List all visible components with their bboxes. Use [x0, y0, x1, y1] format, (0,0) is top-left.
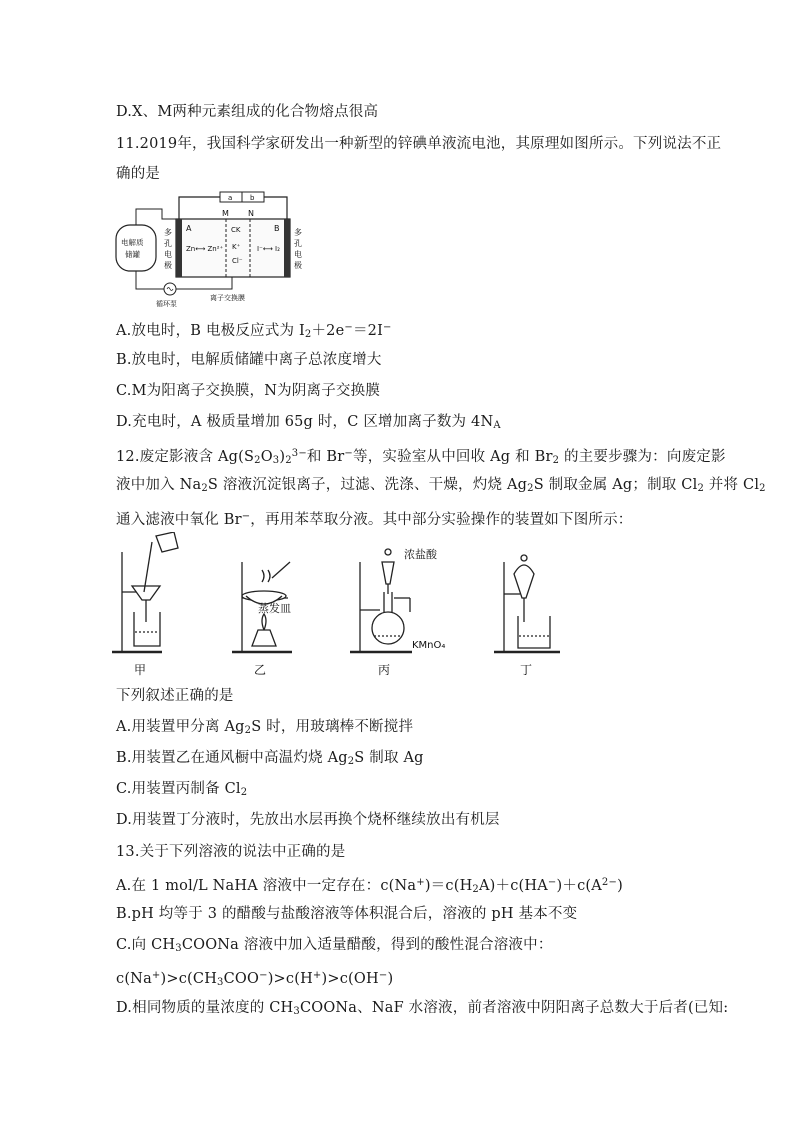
q13-option-a: A.在 1 mol/L NaHA 溶液中一定存在：$c(Na^+)=c(H_2A)+c(HA^-)+c(A^{2-})$: [116, 877, 623, 895]
electrode-a-label: A: [186, 224, 192, 233]
right-electrode-char4: 极: [294, 261, 302, 270]
label-ding: 丁: [520, 663, 533, 677]
right-electrode-char1: 多: [294, 228, 302, 237]
external-b-label: b: [250, 194, 255, 202]
electrode-b-label: B: [274, 224, 280, 233]
electrolyte-tank: [116, 225, 156, 271]
tank-label-1: 电解质: [121, 238, 144, 247]
right-electrode-char3: 电: [294, 250, 302, 259]
q12-option-d: D.用装置丁分液时，先放出水层再换个烧杯继续放出有机层: [116, 812, 500, 828]
membrane-m-label: M: [222, 209, 229, 218]
q12-option-b: B.用装置乙在通风橱中高温灼烧 $Ag_2S$ 制取 Ag: [116, 750, 424, 767]
label-evaporating-dish: 蒸发皿: [258, 602, 291, 615]
external-a-label: a: [228, 194, 233, 202]
question-12-stem-line1: 12.废定影液含 $Ag(S_2O_3)_2^{3-}$和 Br−等，实验室从中回收 Ag 和 $Br_2$ 的主要步骤为：向废定影: [116, 448, 726, 466]
question-12-stem-line3: 通入滤液中氧化 Br−，再用苯萃取分液。其中部分实验操作的装置如下图所示：: [116, 511, 633, 528]
apparatus-figure: [112, 532, 562, 680]
question-11-stem-line2: 确的是: [116, 166, 161, 182]
apparatus-jia: [112, 532, 178, 652]
option-d-prev: D.X、M两种元素组成的化合物熔点很高: [116, 104, 379, 120]
q13-option-d: D.相同物质的量浓度的 $CH_3COONa$、NaF 水溶液，前者溶液中阴阳离子总数大于后者(已知:: [116, 1000, 729, 1017]
ck-label: CK: [231, 226, 241, 234]
tank-label-2: 储罐: [125, 250, 140, 259]
left-electrode-char1: 多: [164, 228, 172, 237]
label-bing: 丙: [378, 663, 391, 677]
kplus-label: K⁺: [232, 243, 241, 251]
q11-option-c: C.M为阳离子交换膜，N为阴离子交换膜: [116, 383, 381, 399]
electrode-a: [176, 219, 182, 277]
q11-option-a: A.放电时，B 电极反应式为 $I_2+2e^-=2I^-$: [116, 322, 392, 340]
label-kmno4: KMnO₄: [412, 640, 446, 651]
membrane-label: 离子交换膜: [210, 294, 245, 302]
apparatus-bing: [350, 549, 412, 652]
label-yi: 乙: [254, 663, 267, 677]
membrane-n-label: N: [248, 209, 254, 218]
label-conc-hcl: 浓盐酸: [404, 548, 437, 561]
q11-option-b: B.放电时，电解质储罐中离子总浓度增大: [116, 352, 382, 368]
question-11-stem-line1: 11.2019年，我国科学家研发出一种新型的锌碘单液流电池，其原理如图所示。下列说法不正: [116, 136, 722, 152]
apparatus-ding: [494, 555, 560, 652]
iodine-half-reaction: I⁻⟷ I₂: [257, 245, 280, 253]
question-12-stem-line2: 液中加入 $Na_2S$ 溶液沉淀银离子，过滤、洗涤、干燥，灼烧 $Ag_2S$ 制取金属 Ag；制取 $Cl_2$ 并将 $Cl_2$: [116, 477, 766, 494]
right-electrode-char2: 孔: [294, 239, 302, 248]
pump-label: 循环泵: [156, 300, 177, 308]
left-electrode-char3: 电: [164, 250, 172, 259]
q11-option-d: D.充电时，A 极质量增加 65g 时，C 区增加离子数为 $4N_A$: [116, 414, 501, 431]
clminus-label: Cl⁻: [232, 257, 243, 265]
battery-diagram: [112, 189, 312, 311]
left-electrode-char2: 孔: [164, 239, 172, 248]
electrode-b: [284, 219, 290, 277]
label-jia: 甲: [134, 663, 147, 677]
left-electrode-char4: 极: [164, 261, 172, 270]
q13-option-c: C.向 $CH_3COONa$ 溶液中加入适量醋酸，得到的酸性混合溶液中：: [116, 937, 553, 954]
zn-half-reaction: Zn⟷ Zn²⁺: [186, 245, 224, 253]
q13-option-c-inequality: $c(Na^+)>c(CH_3COO^-)>c(H^+)>c(OH^-)$: [116, 970, 394, 988]
question-13-stem: 13.关于下列溶液的说法中正确的是: [116, 844, 346, 860]
q12-prompt: 下列叙述正确的是: [116, 688, 234, 704]
q13-option-b: B.pH 均等于 3 的醋酸与盐酸溶液等体积混合后，溶液的 pH 基本不变: [116, 906, 578, 922]
q12-option-c: C.用装置丙制备 $Cl_2$: [116, 781, 248, 798]
q12-option-a: A.用装置甲分离 $Ag_2S$ 时，用玻璃棒不断搅拌: [116, 719, 414, 736]
